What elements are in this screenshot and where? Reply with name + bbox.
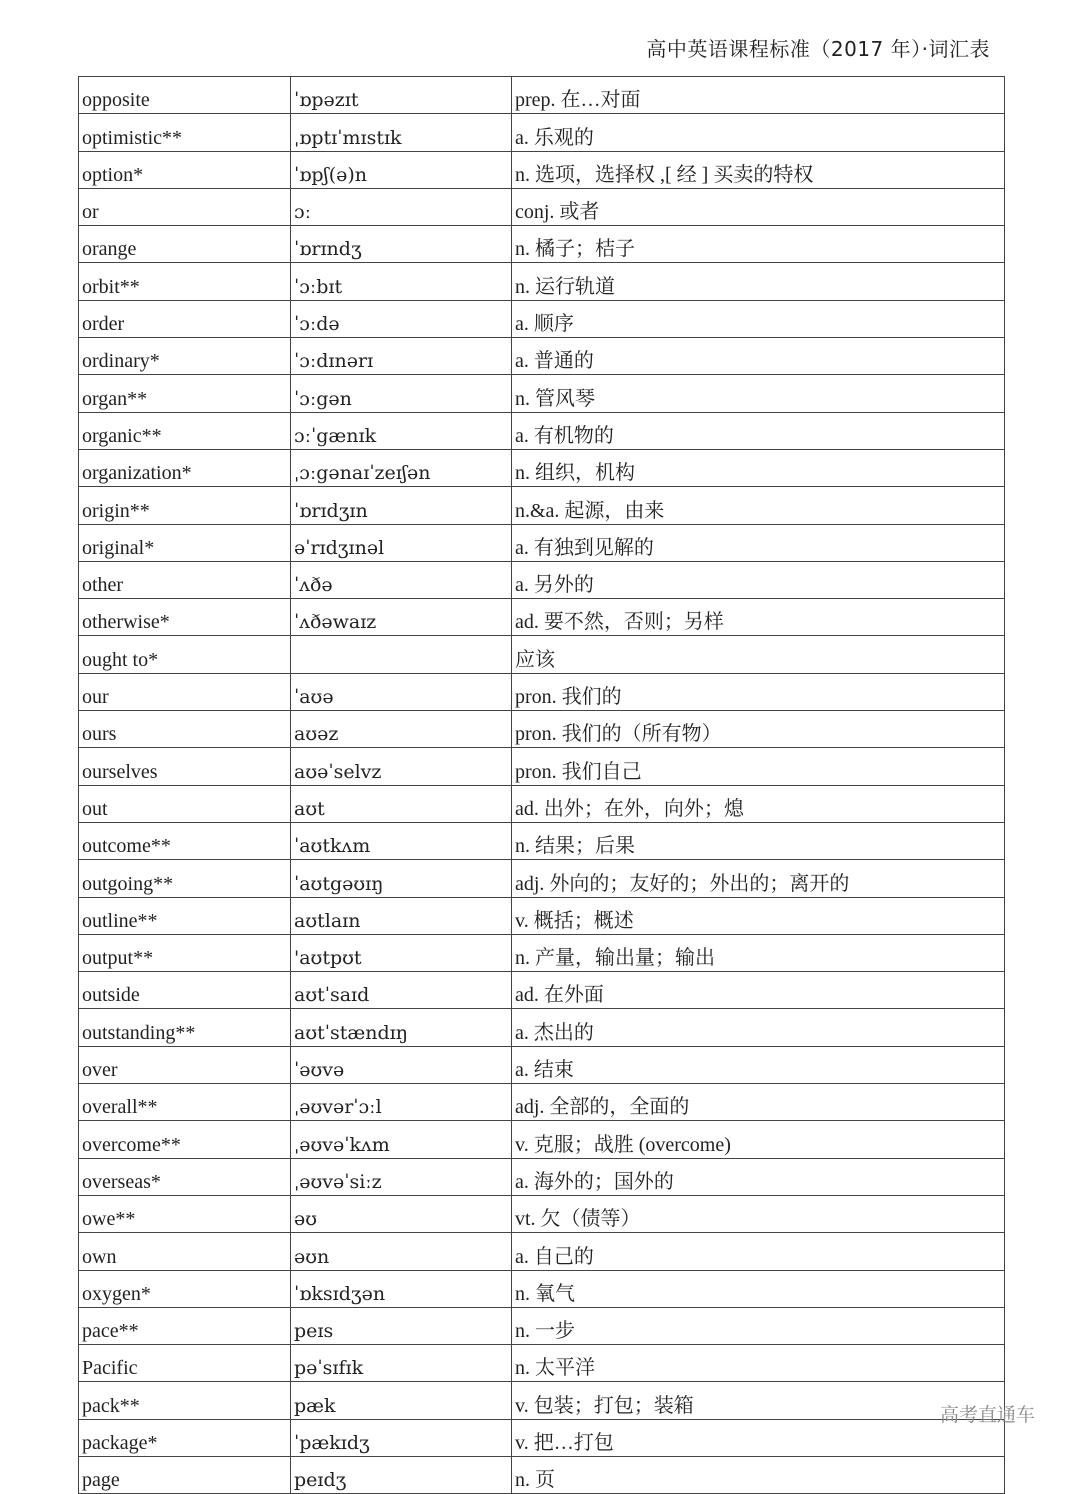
word-cell: outside: [79, 972, 291, 1009]
phonetic-cell: ˌɒptɪˈmɪstɪk: [291, 114, 512, 151]
word-cell: Pacific: [79, 1345, 291, 1382]
table-row: [79, 338, 1005, 375]
table-row: [79, 1009, 1005, 1046]
word-cell: orange: [79, 226, 291, 263]
word-cell: over: [79, 1046, 291, 1083]
word-cell: original*: [79, 524, 291, 561]
meaning-cell: adj. 外向的；友好的；外出的；离开的: [512, 860, 1005, 897]
table-row: [79, 972, 1005, 1009]
word-cell: outline**: [79, 897, 291, 934]
phonetic-cell: ˌɔːgənaɪˈzeɪʃən: [291, 449, 512, 486]
table-row: [79, 77, 1005, 114]
meaning-cell: v. 概括；概述: [512, 897, 1005, 934]
word-cell: origin**: [79, 487, 291, 524]
meaning-cell: v. 包装；打包；装箱: [512, 1382, 1005, 1419]
phonetic-cell: ˈɔːgən: [291, 375, 512, 412]
table-row: [79, 1456, 1005, 1493]
table-row: [79, 934, 1005, 971]
phonetic-cell: aʊəˈselvz: [291, 748, 512, 785]
word-cell: overcome**: [79, 1121, 291, 1158]
word-cell: otherwise*: [79, 599, 291, 636]
table-row: [79, 561, 1005, 598]
meaning-cell: n. 选项，选择权 ,[ 经 ] 买卖的特权: [512, 151, 1005, 188]
table-row: [79, 1121, 1005, 1158]
table-row: [79, 636, 1005, 673]
meaning-cell: a. 另外的: [512, 561, 1005, 598]
table-row: [79, 524, 1005, 561]
word-cell: ordinary*: [79, 338, 291, 375]
word-cell: outcome**: [79, 822, 291, 859]
phonetic-cell: aʊt: [291, 785, 512, 822]
phonetic-cell: peɪdʒ: [291, 1456, 512, 1493]
phonetic-cell: ˈʌðəwaɪz: [291, 599, 512, 636]
meaning-cell: n. 组织，机构: [512, 449, 1005, 486]
meaning-cell: ad. 出外；在外，向外；熄: [512, 785, 1005, 822]
table-row: [79, 487, 1005, 524]
table-row: [79, 1270, 1005, 1307]
watermark: 高考直通车: [940, 1404, 1036, 1426]
table-row: [79, 599, 1005, 636]
table-row: [79, 860, 1005, 897]
vocabulary-table-body: [79, 77, 1005, 1494]
phonetic-cell: ˈʌðə: [291, 561, 512, 598]
table-row: [79, 673, 1005, 710]
meaning-cell: ad. 要不然，否则；另样: [512, 599, 1005, 636]
phonetic-cell: aʊtˈsaɪd: [291, 972, 512, 1009]
table-row: [79, 226, 1005, 263]
meaning-cell: a. 有机物的: [512, 412, 1005, 449]
phonetic-cell: ɔːˈgænɪk: [291, 412, 512, 449]
meaning-cell: n. 产量，输出量；输出: [512, 934, 1005, 971]
word-cell: ours: [79, 711, 291, 748]
meaning-cell: vt. 欠（债等）: [512, 1195, 1005, 1232]
word-cell: organ**: [79, 375, 291, 412]
meaning-cell: n. 结果；后果: [512, 822, 1005, 859]
phonetic-cell: pæk: [291, 1382, 512, 1419]
phonetic-cell: ˈɒpəzɪt: [291, 77, 512, 114]
word-cell: page: [79, 1456, 291, 1493]
phonetic-cell: [291, 636, 512, 673]
phonetic-cell: ˈɔːdɪnərɪ: [291, 338, 512, 375]
word-cell: optimistic**: [79, 114, 291, 151]
word-cell: out: [79, 785, 291, 822]
word-cell: option*: [79, 151, 291, 188]
table-row: [79, 1233, 1005, 1270]
meaning-cell: a. 乐观的: [512, 114, 1005, 151]
meaning-cell: a. 顺序: [512, 300, 1005, 337]
meaning-cell: pron. 我们的: [512, 673, 1005, 710]
phonetic-cell: ˈɔːdə: [291, 300, 512, 337]
meaning-cell: a. 普通的: [512, 338, 1005, 375]
meaning-cell: n. 橘子；桔子: [512, 226, 1005, 263]
table-row: [79, 897, 1005, 934]
table-row: [79, 1345, 1005, 1382]
table-row: [79, 1084, 1005, 1121]
table-row: [79, 1046, 1005, 1083]
table-row: [79, 711, 1005, 748]
meaning-cell: n.&a. 起源，由来: [512, 487, 1005, 524]
word-cell: overall**: [79, 1084, 291, 1121]
phonetic-cell: ˈəʊvə: [291, 1046, 512, 1083]
word-cell: order: [79, 300, 291, 337]
meaning-cell: conj. 或者: [512, 188, 1005, 225]
word-cell: or: [79, 188, 291, 225]
word-cell: owe**: [79, 1195, 291, 1232]
phonetic-cell: əˈrɪdʒɪnəl: [291, 524, 512, 561]
phonetic-cell: ˈaʊə: [291, 673, 512, 710]
table-row: [79, 1158, 1005, 1195]
word-cell: ought to*: [79, 636, 291, 673]
table-row: [79, 375, 1005, 412]
table-row: [79, 1382, 1005, 1419]
word-cell: other: [79, 561, 291, 598]
meaning-cell: pron. 我们自己: [512, 748, 1005, 785]
phonetic-cell: 'aʊtpʊt: [291, 934, 512, 971]
word-cell: opposite: [79, 77, 291, 114]
phonetic-cell: aʊtˈstændɪŋ: [291, 1009, 512, 1046]
word-cell: ourselves: [79, 748, 291, 785]
meaning-cell: a. 有独到见解的: [512, 524, 1005, 561]
page-header-title: 高中英语课程标准（2017 年）·词汇表: [646, 37, 990, 61]
phonetic-cell: əʊ: [291, 1195, 512, 1232]
phonetic-cell: aʊtlaɪn: [291, 897, 512, 934]
phonetic-cell: ˈɔːbɪt: [291, 263, 512, 300]
table-row: [79, 449, 1005, 486]
word-cell: outstanding**: [79, 1009, 291, 1046]
table-row: [79, 151, 1005, 188]
meaning-cell: a. 杰出的: [512, 1009, 1005, 1046]
meaning-cell: n. 管风琴: [512, 375, 1005, 412]
word-cell: orbit**: [79, 263, 291, 300]
meaning-cell: n. 氧气: [512, 1270, 1005, 1307]
table-row: [79, 1195, 1005, 1232]
word-cell: own: [79, 1233, 291, 1270]
meaning-cell: a. 结束: [512, 1046, 1005, 1083]
table-row: [79, 785, 1005, 822]
table-row: [79, 114, 1005, 151]
table-row: [79, 748, 1005, 785]
word-cell: output**: [79, 934, 291, 971]
meaning-cell: v. 把…打包: [512, 1419, 1005, 1456]
phonetic-cell: ˈɒrɪndʒ: [291, 226, 512, 263]
meaning-cell: a. 自己的: [512, 1233, 1005, 1270]
meaning-cell: 应该: [512, 636, 1005, 673]
phonetic-cell: ˈaʊtgəʊɪŋ: [291, 860, 512, 897]
phonetic-cell: ɔː: [291, 188, 512, 225]
table-row: [79, 300, 1005, 337]
phonetic-cell: ˈpækɪdʒ: [291, 1419, 512, 1456]
word-cell: organization*: [79, 449, 291, 486]
word-cell: overseas*: [79, 1158, 291, 1195]
phonetic-cell: ˈɒpʃ(ə)n: [291, 151, 512, 188]
word-cell: pack**: [79, 1382, 291, 1419]
table-row: [79, 412, 1005, 449]
word-cell: outgoing**: [79, 860, 291, 897]
word-cell: package*: [79, 1419, 291, 1456]
table-row: [79, 263, 1005, 300]
phonetic-cell: ˈɒksɪdʒən: [291, 1270, 512, 1307]
phonetic-cell: əʊn: [291, 1233, 512, 1270]
phonetic-cell: ˌəʊvəˈsiːz: [291, 1158, 512, 1195]
meaning-cell: ad. 在外面: [512, 972, 1005, 1009]
table-row: [79, 822, 1005, 859]
table-row: [79, 1307, 1005, 1344]
meaning-cell: prep. 在…对面: [512, 77, 1005, 114]
phonetic-cell: ˈɒrɪdʒɪn: [291, 487, 512, 524]
meaning-cell: adj. 全部的，全面的: [512, 1084, 1005, 1121]
meaning-cell: pron. 我们的（所有物）: [512, 711, 1005, 748]
meaning-cell: a. 海外的；国外的: [512, 1158, 1005, 1195]
phonetic-cell: pəˈsɪfɪk: [291, 1345, 512, 1382]
phonetic-cell: ˌəʊvərˈɔːl: [291, 1084, 512, 1121]
phonetic-cell: ˈaʊtkʌm: [291, 822, 512, 859]
phonetic-cell: peɪs: [291, 1307, 512, 1344]
meaning-cell: n. 太平洋: [512, 1345, 1005, 1382]
meaning-cell: n. 运行轨道: [512, 263, 1005, 300]
word-cell: oxygen*: [79, 1270, 291, 1307]
word-cell: our: [79, 673, 291, 710]
meaning-cell: n. 一步: [512, 1307, 1005, 1344]
table-row: [79, 188, 1005, 225]
word-cell: organic**: [79, 412, 291, 449]
phonetic-cell: ˌəʊvəˈkʌm: [291, 1121, 512, 1158]
meaning-cell: v. 克服；战胜 (overcome): [512, 1121, 1005, 1158]
word-cell: pace**: [79, 1307, 291, 1344]
phonetic-cell: aʊəz: [291, 711, 512, 748]
meaning-cell: n. 页: [512, 1456, 1005, 1493]
vocabulary-table: [78, 76, 1005, 1494]
